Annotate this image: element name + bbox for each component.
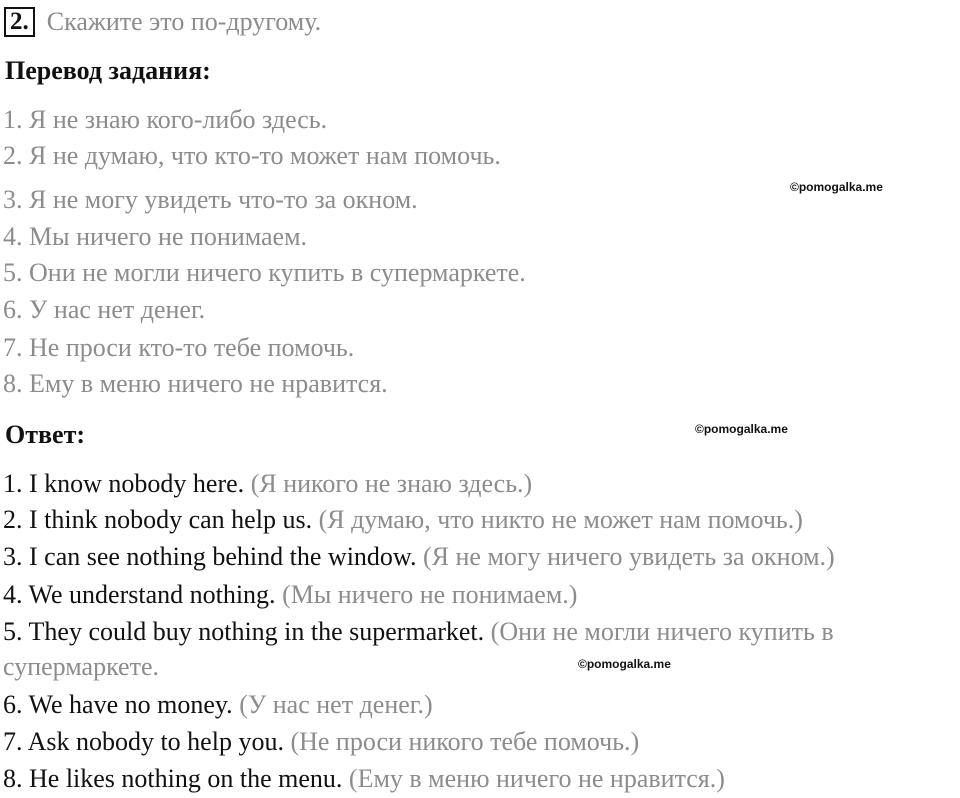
translation-item: 5. Они не могли ничего купить в супермаркете. bbox=[3, 258, 526, 287]
answer-russian: (Мы ничего не понимаем.) bbox=[282, 580, 578, 609]
answer-english: 2. I think nobody can help us. bbox=[3, 505, 313, 534]
answer-line bbox=[3, 505, 803, 535]
translation-item: 4. Мы ничего не понимаем. bbox=[3, 222, 308, 251]
watermark: ©pomogalka.me bbox=[790, 180, 883, 194]
answer-russian: (Я думаю, что никто не может нам помочь.) bbox=[318, 505, 803, 534]
task-title: Скажите это по-другому. bbox=[46, 7, 322, 36]
answer-line bbox=[3, 580, 577, 610]
task-number: 2. bbox=[4, 7, 35, 37]
translation-item: 7. Не проси кто-то тебе помочь. bbox=[3, 333, 355, 362]
answer-russian: (Я не могу ничего увидеть за окном.) bbox=[423, 542, 835, 571]
answer-english: 8. He likes nothing on the menu. bbox=[3, 764, 343, 793]
answer-russian: (Ему в меню ничего не нравится.) bbox=[348, 764, 725, 793]
answer-english: 5. They could buy nothing in the supermarket. bbox=[3, 617, 485, 646]
watermark: ©pomogalka.me bbox=[578, 657, 671, 671]
answer-english: 7. Ask nobody to help you. bbox=[3, 727, 284, 756]
answer-english: 3. I can see nothing behind the window. bbox=[3, 542, 417, 571]
translation-item: 3. Я не могу увидеть что-то за окном. bbox=[3, 185, 418, 214]
watermark: ©pomogalka.me bbox=[695, 422, 788, 436]
answer-russian: (Не проси никого тебе помочь.) bbox=[290, 727, 640, 756]
answer-heading: Ответ: bbox=[5, 420, 86, 449]
answer-line bbox=[3, 764, 725, 794]
answer-line bbox=[3, 690, 433, 720]
answer-line-continuation bbox=[3, 652, 159, 682]
answer-english: 1. I know nobody here. bbox=[3, 469, 245, 498]
answer-russian: (Они не могли ничего купить в bbox=[490, 617, 834, 646]
answer-line bbox=[3, 727, 639, 757]
translation-item: 2. Я не думаю, что кто-то может нам помочь. bbox=[3, 141, 501, 170]
answer-line bbox=[3, 617, 834, 647]
translation-heading: Перевод задания: bbox=[5, 56, 211, 85]
answer-english: 4. We understand nothing. bbox=[3, 580, 276, 609]
task-header bbox=[4, 5, 321, 39]
translation-item: 6. У нас нет денег. bbox=[3, 295, 206, 324]
answer-line bbox=[3, 542, 835, 572]
answer-russian: (У нас нет денег.) bbox=[239, 690, 433, 719]
answer-line bbox=[3, 469, 532, 499]
answer-english: 6. We have no money. bbox=[3, 690, 233, 719]
translation-item: 1. Я не знаю кого-либо здесь. bbox=[3, 105, 328, 134]
answer-russian: (Я никого не знаю здесь.) bbox=[250, 469, 533, 498]
answer-russian: супермаркете. bbox=[3, 652, 159, 681]
translation-item: 8. Ему в меню ничего не нравится. bbox=[3, 369, 388, 398]
